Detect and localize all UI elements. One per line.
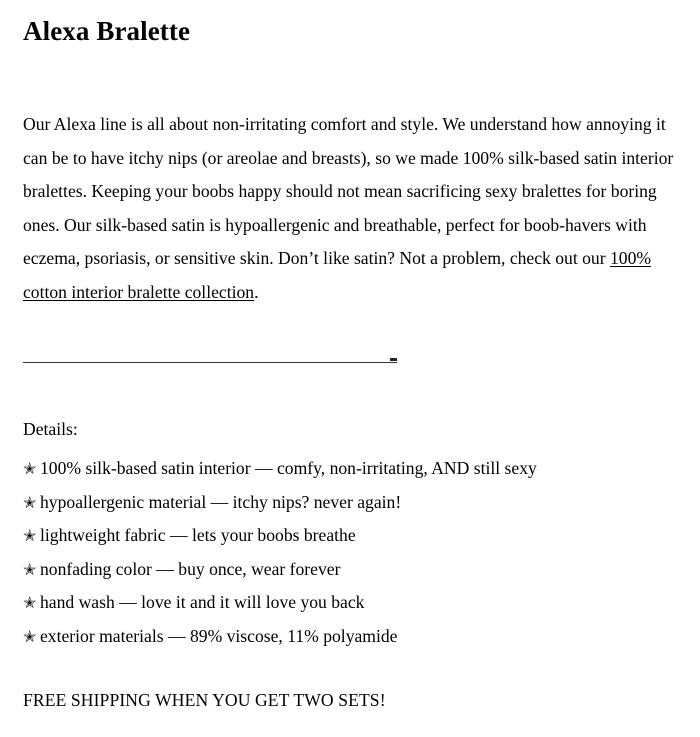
list-item xyxy=(23,620,537,654)
intro-text-before-link: Our Alexa line is all about non-irritating comfort and style. We understand how annoying it can be to have itchy nips (or areolae and breasts), so we made 100% silk-based satin interior bralettes. Keeping your boobs happy should not mean sacrificing sexy bralettes for boring ones. Our silk-based satin is hypoallergenic and breathable, perfect for boob-havers with eczema, psoriasis, or sensitive skin. Don’t like satin? Not a problem, check out our xyxy=(23,114,674,269)
section-divider xyxy=(23,355,397,369)
star-icon: ✭ xyxy=(23,461,37,478)
list-item xyxy=(23,519,537,553)
intro-paragraph xyxy=(23,108,687,310)
star-icon: ✭ xyxy=(23,494,37,512)
star-icon: ✭ xyxy=(23,528,37,545)
details-label: Details: xyxy=(23,419,78,439)
list-item xyxy=(23,486,537,520)
star-icon: ✭ xyxy=(23,628,37,646)
list-item-label: hypoallergenic material — itchy nips? never again! xyxy=(40,491,402,512)
list-item-label: 100% silk-based satin interior — comfy, non-irritating, AND still sexy xyxy=(40,458,537,478)
details-list xyxy=(23,452,537,653)
intro-text-after-link: . xyxy=(254,281,259,302)
star-icon: ✭ xyxy=(23,595,37,612)
star-icon: ✭ xyxy=(23,561,37,579)
divider-line xyxy=(23,362,397,363)
list-item-label: hand wash — love it and it will love you back xyxy=(40,592,365,612)
list-item-label: nonfading color — buy once, wear forever xyxy=(40,558,341,579)
shipping-note: FREE SHIPPING WHEN YOU GET TWO SETS! xyxy=(23,690,386,710)
list-item xyxy=(23,553,537,587)
list-item xyxy=(23,452,537,486)
page-title: Alexa Bralette xyxy=(23,16,191,46)
list-item-label: lightweight fabric — lets your boobs breathe xyxy=(40,525,356,545)
list-item-label: exterior materials — 89% viscose, 11% polyamide xyxy=(40,625,398,646)
cotton-bralette-collection-link[interactable]: 100% cotton interior bralette collection xyxy=(23,248,652,302)
list-item xyxy=(23,586,537,620)
divider-end-cap xyxy=(390,358,397,361)
